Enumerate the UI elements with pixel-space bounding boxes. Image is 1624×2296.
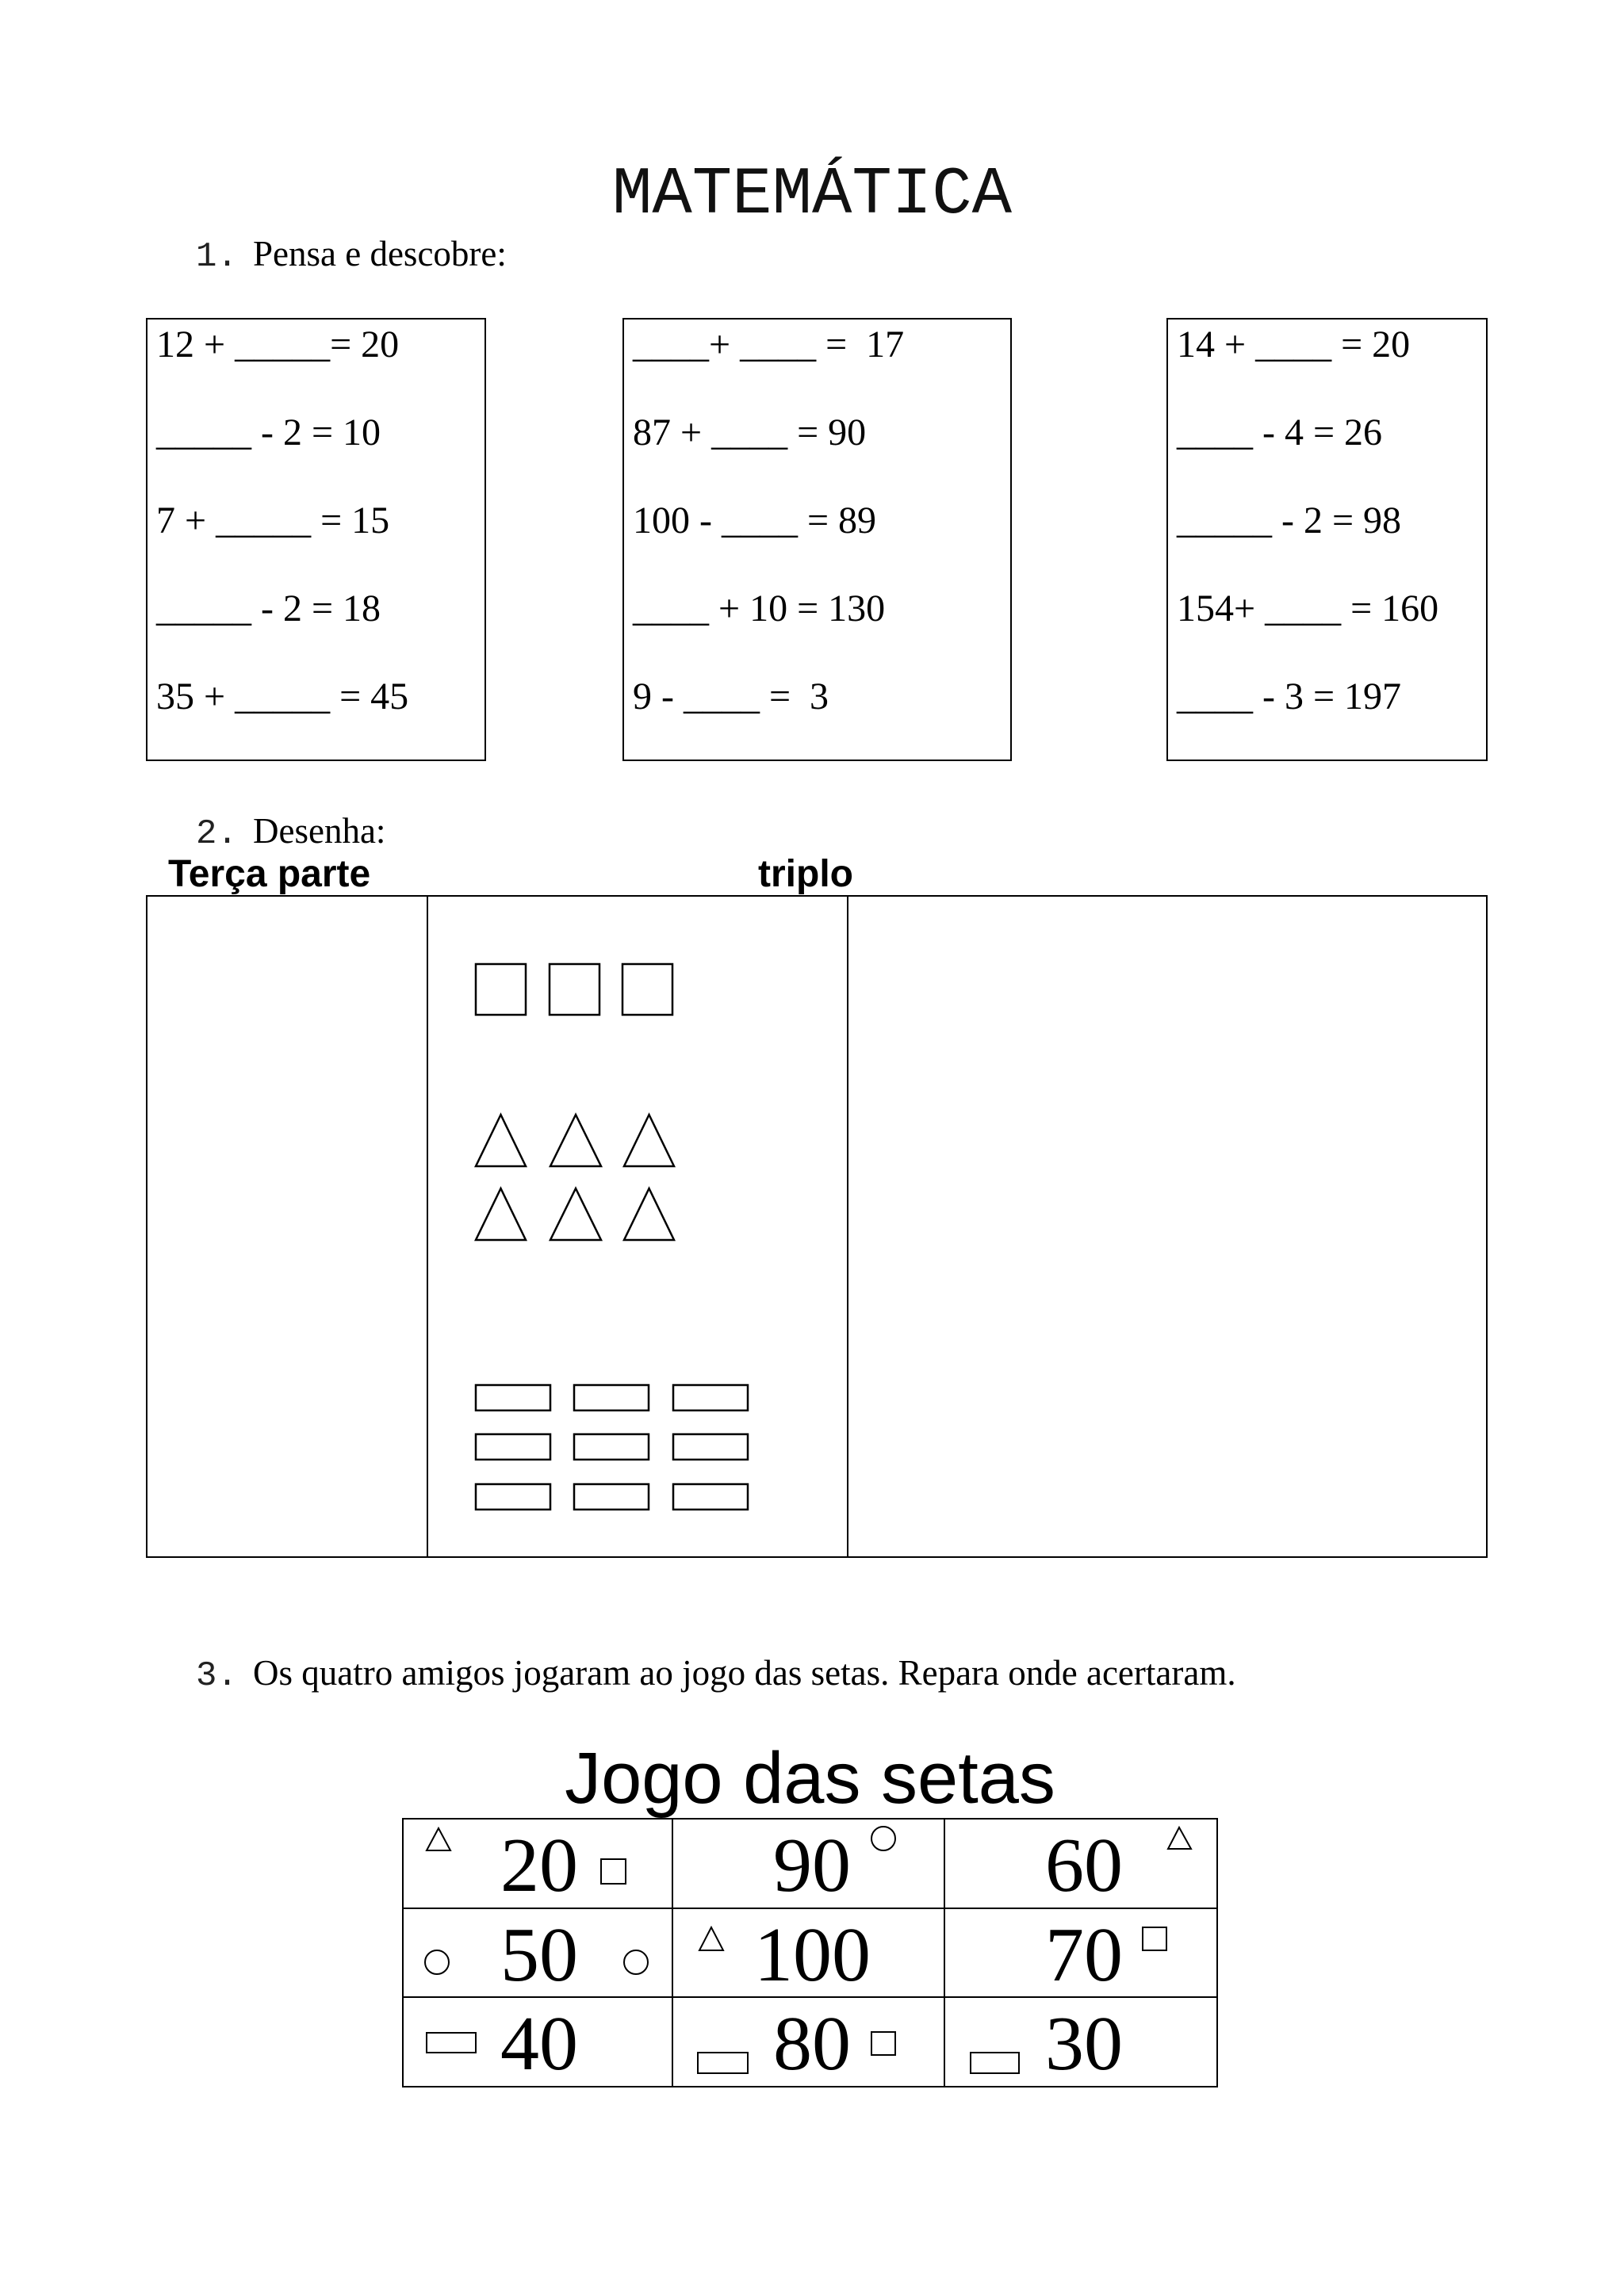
rectangle-icon <box>476 1484 550 1510</box>
rectangle-icon <box>574 1385 649 1410</box>
rectangle-icon <box>476 1385 550 1410</box>
equation-line: 7 + _____ = 15 <box>156 499 390 541</box>
column-label-third: Terça parte <box>168 853 371 895</box>
grid-cell <box>945 1909 1216 1998</box>
cell-value: 80 <box>773 2001 851 2087</box>
grid-cell <box>404 1998 673 2086</box>
column-label-triple: triplo <box>758 853 853 895</box>
rectangle-icon <box>476 1434 550 1460</box>
exercise-2-instruction: Desenha: <box>253 811 386 851</box>
drawing-table <box>146 895 1488 1558</box>
cell-value: 30 <box>1045 2001 1123 2087</box>
equation-line: 12 + _____= 20 <box>156 323 400 365</box>
triangle-icon <box>624 1188 674 1240</box>
equation-box-1 <box>146 318 486 761</box>
cell-value: 100 <box>754 1912 871 1998</box>
square-icon <box>476 964 526 1015</box>
dart-game-grid <box>402 1818 1218 2087</box>
page-title: MATEMÁTICA <box>611 158 1013 233</box>
triangle-icon <box>550 1115 601 1166</box>
equation-box-3 <box>1166 318 1488 761</box>
equation-line: ____ - 4 = 26 <box>1177 411 1383 453</box>
cell-value: 90 <box>773 1823 851 1908</box>
exercise-3-instruction: Os quatro amigos jogaram ao jogo das setas. Repara onde acertaram. <box>253 1653 1236 1693</box>
game-title: Jogo das setas <box>565 1738 1055 1819</box>
exercise-1-number: 1. <box>196 237 238 277</box>
cell-value: 40 <box>500 2001 578 2087</box>
rectangle-icon <box>673 1484 748 1510</box>
square-icon <box>550 964 599 1015</box>
example-shapes-column <box>428 897 848 1556</box>
grid-cell <box>404 1820 673 1909</box>
equation-line: 14 + ____ = 20 <box>1177 323 1411 365</box>
drawing-area-third <box>147 897 428 1556</box>
equation-line: ____ - 3 = 197 <box>1177 675 1402 718</box>
rectangle-icon <box>574 1484 649 1510</box>
equation-line: 35 + _____ = 45 <box>156 675 409 718</box>
cell-value: 50 <box>500 1912 578 1998</box>
exercise-1-heading <box>196 233 507 277</box>
grid-cell <box>673 1820 945 1909</box>
exercise-3-number: 3. <box>196 1656 238 1696</box>
equation-line: _____ - 2 = 10 <box>156 411 381 453</box>
triangle-icon <box>550 1188 601 1240</box>
rectangle-icon <box>574 1434 649 1460</box>
grid-cell <box>945 1820 1216 1909</box>
grid-cell <box>945 1998 1216 2086</box>
cell-value: 70 <box>1045 1912 1123 1998</box>
equation-line: _____ - 2 = 98 <box>1177 499 1402 541</box>
exercise-1-instruction: Pensa e descobre: <box>253 234 507 274</box>
grid-cell <box>404 1909 673 1998</box>
square-icon <box>622 964 672 1015</box>
exercise-2-number: 2. <box>196 814 238 854</box>
triangle-icon <box>476 1115 526 1166</box>
grid-cell <box>673 1998 945 2086</box>
equation-line: ____ + 10 = 130 <box>633 587 886 629</box>
equation-box-2 <box>622 318 1012 761</box>
example-shapes <box>428 897 847 1556</box>
rectangle-icon <box>673 1385 748 1410</box>
equation-line: 154+ ____ = 160 <box>1177 587 1439 629</box>
grid-cell <box>673 1909 945 1998</box>
equation-line: 87 + ____ = 90 <box>633 411 867 453</box>
equation-line: 100 - ____ = 89 <box>633 499 877 541</box>
rectangle-icon <box>673 1434 748 1460</box>
equation-line: ____+ ____ = 17 <box>633 323 905 365</box>
cell-value: 60 <box>1045 1823 1123 1908</box>
exercise-2-heading <box>196 810 385 854</box>
drawing-area-triple <box>848 897 1486 1556</box>
equation-line: 9 - ____ = 3 <box>633 675 829 718</box>
equation-line: _____ - 2 = 18 <box>156 587 381 629</box>
cell-value: 20 <box>500 1823 578 1908</box>
triangle-icon <box>624 1115 674 1166</box>
triangle-icon <box>476 1188 526 1240</box>
exercise-3-heading <box>196 1652 1236 1696</box>
